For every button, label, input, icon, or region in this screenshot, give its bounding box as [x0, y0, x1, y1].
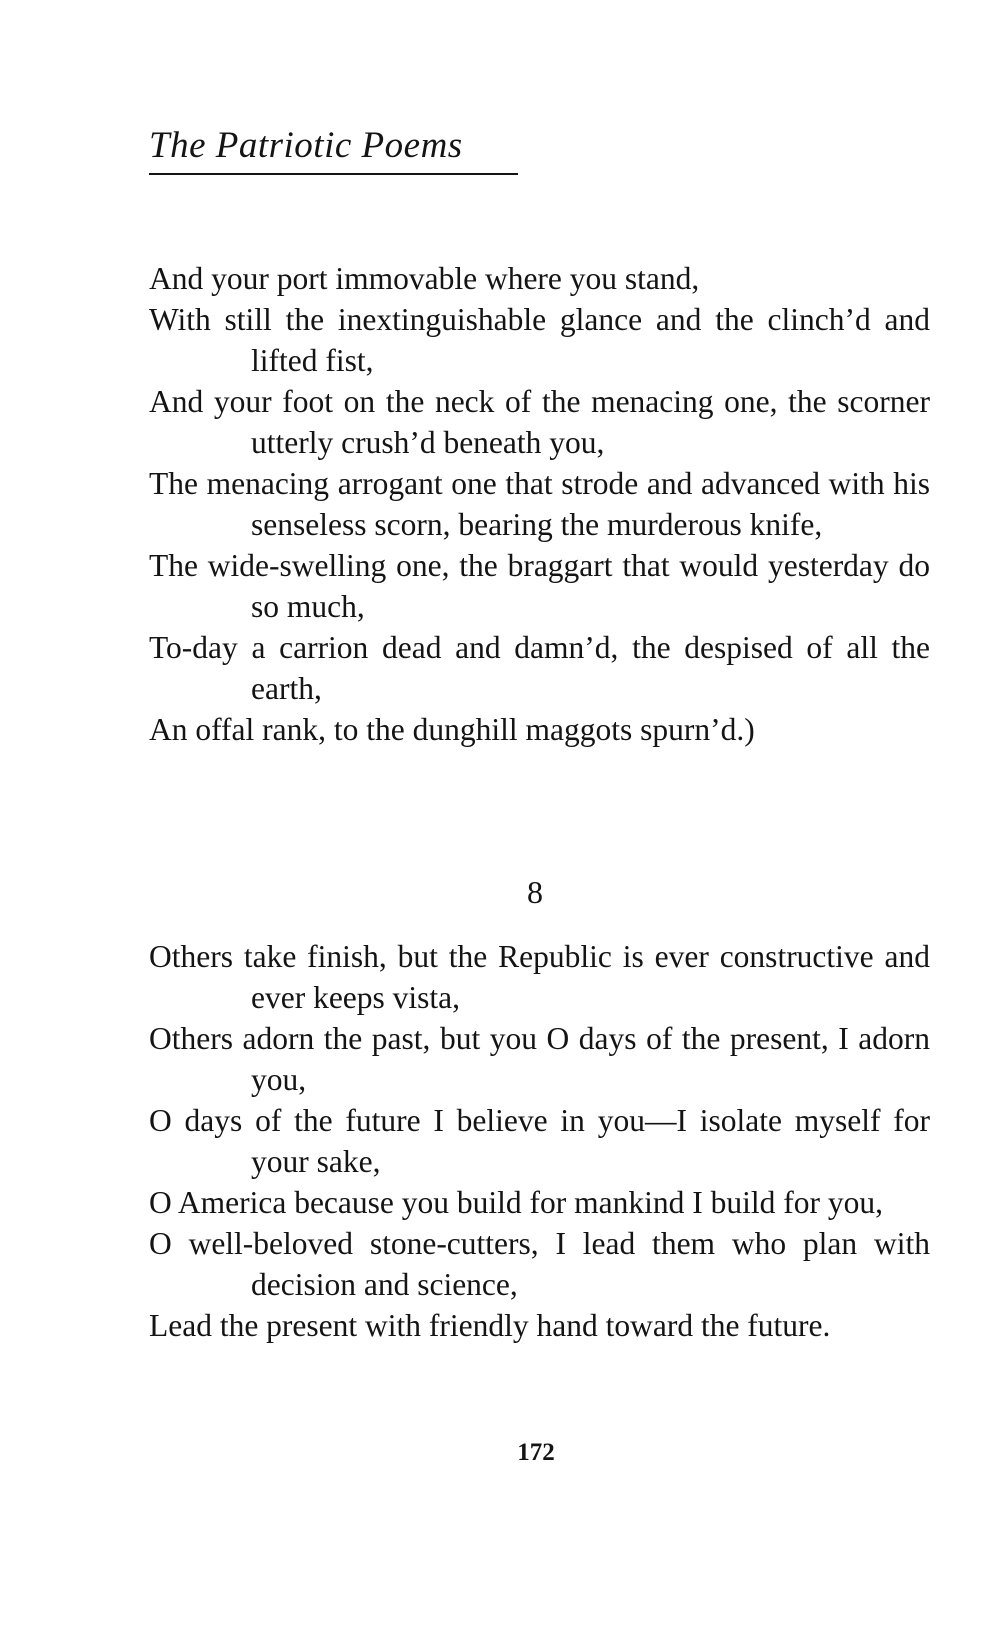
verse-line: Others adorn the past, but you O days of the present, I adorn you,: [149, 1021, 930, 1097]
verse-line: The wide-swelling one, the braggart that would yesterday do so much,: [149, 548, 930, 624]
stanza-7-tail: [149, 258, 930, 750]
verse-line: And your foot on the neck of the menacing one, the scorner utterly crush’d beneath you,: [149, 384, 930, 460]
verse-line: With still the inextinguishable glance and the clinch’d and lifted fist,: [149, 302, 930, 378]
verse-line: To-day a carrion dead and damn’d, the despised of all the earth,: [149, 630, 930, 706]
verse-line: Lead the present with friendly hand toward the future.: [149, 1308, 831, 1343]
verse-line: And your port immovable where you stand,: [149, 261, 700, 296]
stanza-8: [149, 936, 930, 1346]
verse-line: An offal rank, to the dunghill maggots spurn’d.): [149, 712, 755, 747]
section-number: 8: [527, 874, 543, 910]
page-number: 172: [517, 1439, 555, 1466]
verse-line: The menacing arrogant one that strode and advanced with his senseless scorn, bearing the murderous knife,: [149, 466, 930, 542]
verse-line: O days of the future I believe in you—I isolate myself for your sake,: [149, 1103, 930, 1179]
verse-line: Others take finish, but the Republic is ever constructive and ever keeps vista,: [149, 939, 930, 1015]
verse-line: O well-beloved stone-cutters, I lead them who plan with decision and science,: [149, 1226, 930, 1302]
running-head: The Patriotic Poems: [149, 125, 463, 166]
running-head-rule: [149, 173, 518, 175]
verse-line: O America because you build for mankind I build for you,: [149, 1185, 883, 1220]
